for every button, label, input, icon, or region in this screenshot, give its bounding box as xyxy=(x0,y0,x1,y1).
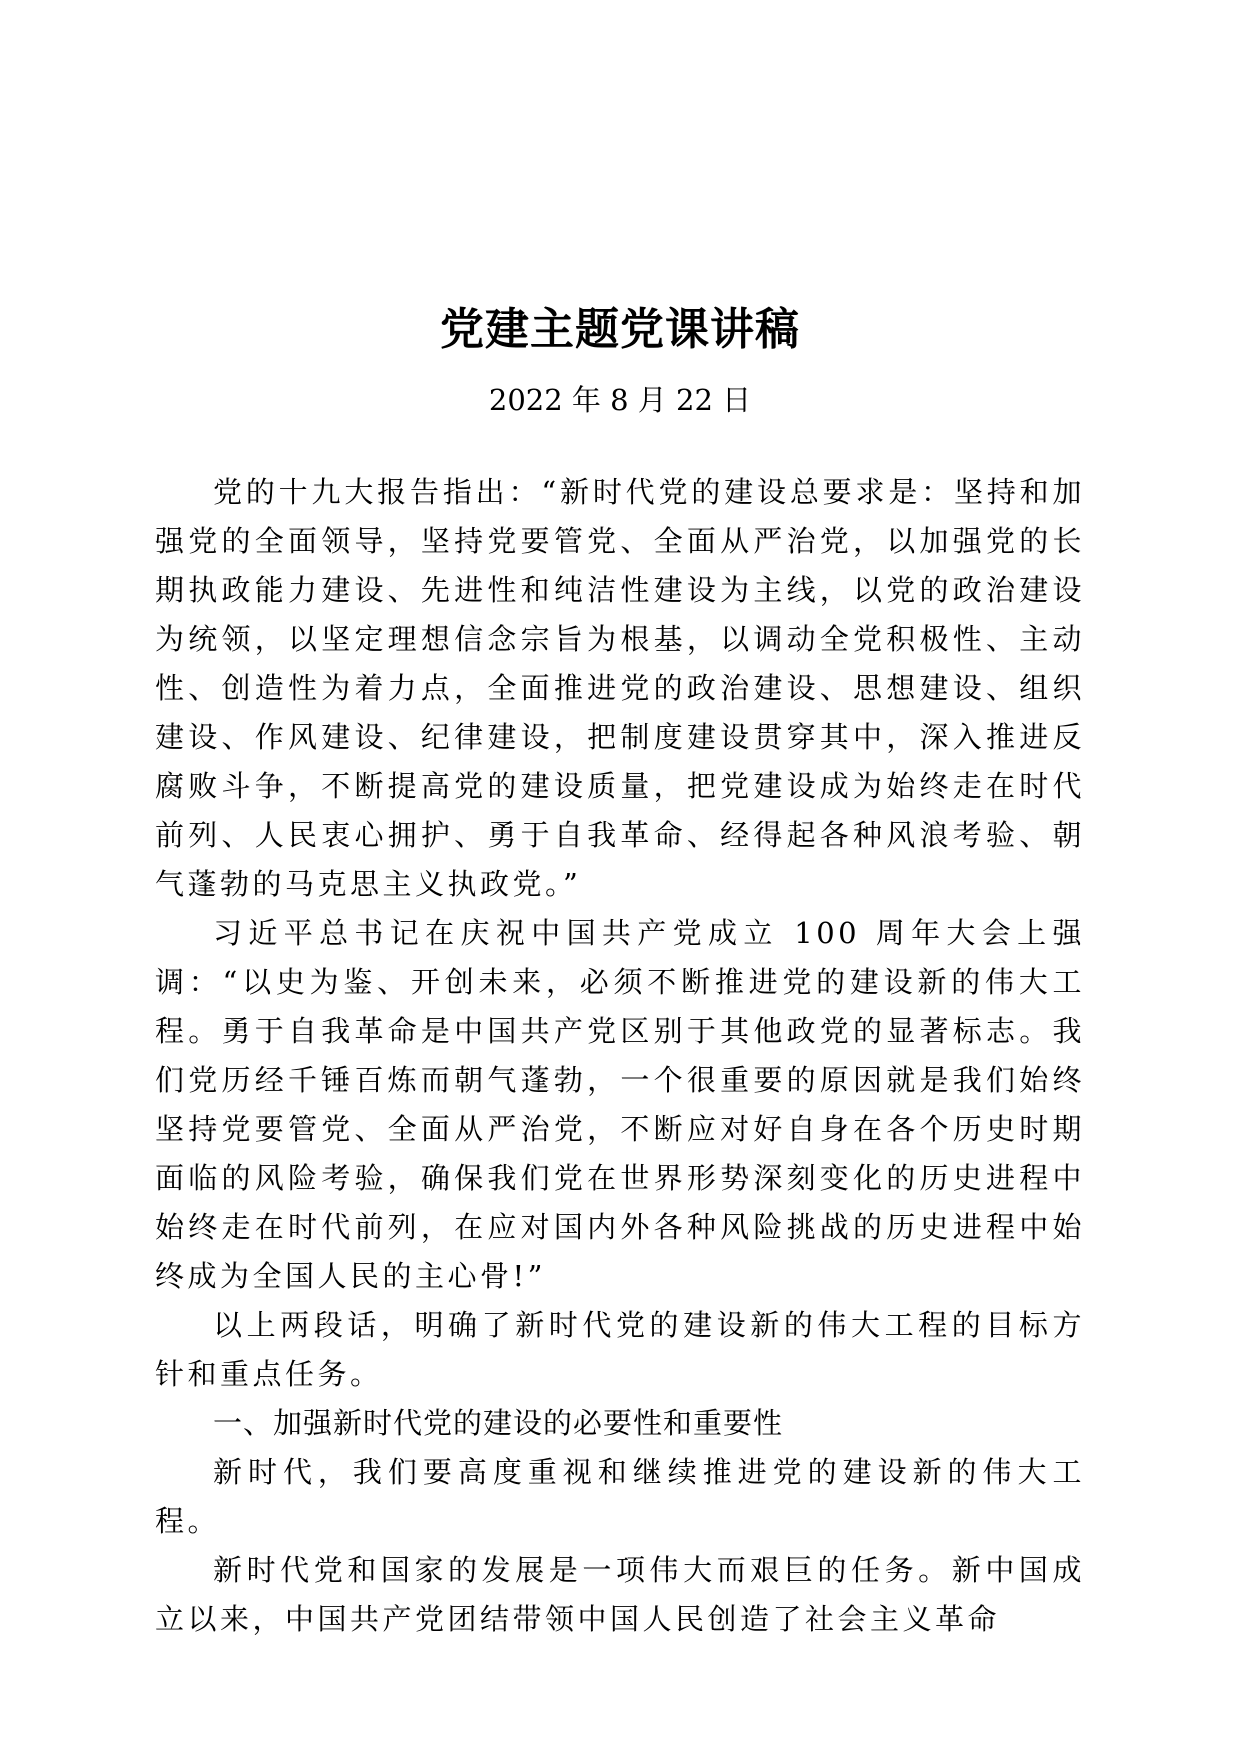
paragraph-xi-quote: 习近平总书记在庆祝中国共产党成立 100 周年大会上强调：“以史为鉴、开创未来，必须不断推进党的建设新的伟大工程。勇于自我革命是中国共产党区别于其他政党的显著标志。我们党历经千锤百炼而朝气蓬勃，一个很重要的原因就是我们始终坚持党要管党、全面从严治党，不断应对好自身在各个历史时期面临的风险考验，确保我们党在世界形势深刻变化的历史进程中始终走在时代前列，在应对国内外各种风险挑战的历史进程中始终成为全国人民的主心骨!” xyxy=(155,916,1085,1293)
document-date: 2022 年 8 月 22 日 xyxy=(488,383,752,417)
paragraph-development: 新时代党和国家的发展是一项伟大而艰巨的任务。新中国成立以来，中国共产党团结带领中国人民创造了社会主义革命 xyxy=(155,1553,1085,1636)
paragraph-report-quote: 党的十九大报告指出：“新时代党的建设总要求是：坚持和加强党的全面领导，坚持党要管党、全面从严治党，以加强党的长期执政能力建设、先进性和纯洁性建设为主线，以党的政治建设为统领，以坚定理想信念宗旨为根基，以调动全党积极性、主动性、创造性为着力点，全面推进党的政治建设、思想建设、组织建设、作风建设、纪律建设，把制度建设贯穿其中，深入推进反腐败斗争，不断提高党的建设质量，把党建设成为始终走在时代前列、人民衷心拥护、勇于自我革命、经得起各种风浪考验、朝气蓬勃的马克思主义执政党。” xyxy=(155,475,1085,901)
paragraph-summary: 以上两段话，明确了新时代党的建设新的伟大工程的目标方针和重点任务。 xyxy=(155,1308,1085,1391)
section-heading: 一、加强新时代党的建设的必要性和重要性 xyxy=(213,1406,784,1440)
document-title: 党建主题党课讲稿 xyxy=(440,304,800,355)
paragraph-new-era: 新时代，我们要高度重视和继续推进党的建设新的伟大工程。 xyxy=(155,1455,1085,1538)
document-body xyxy=(155,468,1085,1644)
